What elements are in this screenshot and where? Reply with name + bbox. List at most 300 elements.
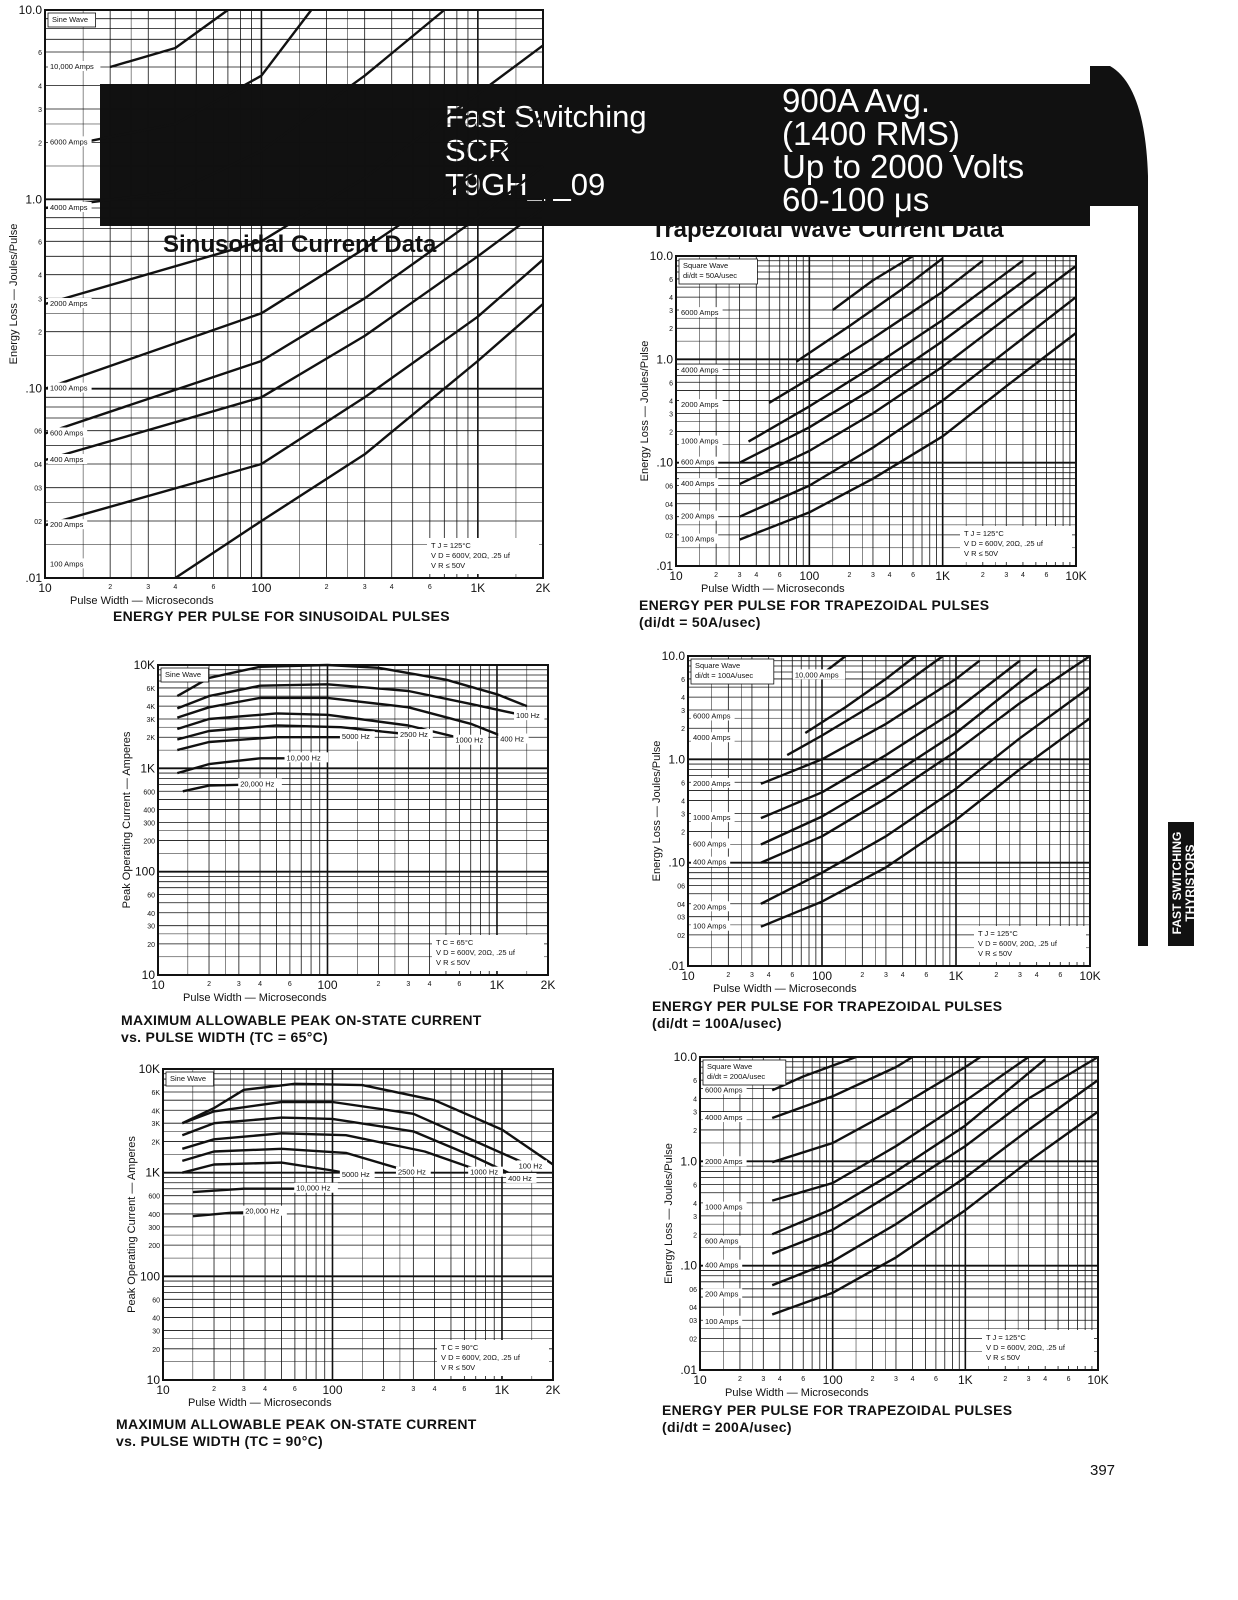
caption-line: ENERGY PER PULSE FOR TRAPEZOIDAL PULSES: [639, 597, 990, 613]
y-tick-label: 1.0: [680, 1154, 697, 1169]
x-tick-label: 6: [1066, 1376, 1071, 1383]
caption-line: (di/dt = 50A/usec): [639, 614, 761, 630]
y-tick-label: 20: [152, 1346, 160, 1354]
header-line: SCR: [445, 133, 511, 168]
caption-line: vs. PULSE WIDTH (TC = 90°C): [116, 1433, 324, 1449]
y-tick-label: 60: [152, 1297, 160, 1305]
y-axis-label: Peak Operating Current — Amperes: [126, 1136, 138, 1313]
y-axis-label: Energy Loss — Joules/Pulse: [639, 340, 651, 482]
y-tick-label: 04: [665, 501, 673, 509]
x-tick-label: 3: [241, 1386, 246, 1393]
y-tick-label: 3: [693, 1109, 697, 1117]
caption-line: (di/dt = 100A/usec): [652, 1015, 782, 1031]
x-tick-label: 3: [870, 572, 875, 579]
x-tick-label: 4: [777, 1376, 782, 1383]
x-tick-label: 3: [362, 584, 367, 591]
legend-label: Sine Wave: [165, 670, 201, 679]
y-tick-label: 3: [693, 1213, 697, 1221]
y-tick-label: .01: [668, 959, 685, 973]
condition-label: T C = 65°C: [436, 938, 474, 947]
y-tick-label: 6: [693, 1078, 697, 1086]
header-line: (1400 RMS): [782, 115, 960, 152]
y-tick-label: 30: [147, 923, 155, 931]
plot-grid: [163, 1069, 553, 1380]
condition-label: T C = 90°C: [441, 1343, 479, 1352]
x-tick-label: 2K: [545, 1383, 561, 1397]
y-tick-label: 10K: [133, 658, 155, 672]
x-tick-label: 2: [726, 972, 731, 979]
y-tick-label: 1K: [140, 761, 155, 776]
y-tick-label: 2: [669, 326, 673, 334]
y-tick-label: 6K: [151, 1089, 160, 1097]
y-tick-label: 4: [669, 295, 673, 303]
curve-label: 2000 Amps: [681, 400, 719, 410]
x-axis-label: Pulse Width — Microseconds: [70, 595, 214, 607]
curve-label: 100 Amps: [681, 534, 715, 544]
curve-label: 10,000 Hz: [286, 753, 321, 763]
header-line: Fast Switching: [445, 99, 647, 134]
caption-line: MAXIMUM ALLOWABLE PEAK ON-STATE CURRENT: [121, 1012, 482, 1028]
caption-line: (di/dt = 200A/usec): [662, 1419, 792, 1435]
x-tick-label: 10: [156, 1383, 170, 1397]
y-axis-label: Energy Loss — Joules/Pulse: [8, 223, 20, 365]
x-tick-label: 6: [801, 1376, 806, 1383]
curve-label: 10,000 Amps: [50, 61, 94, 71]
y-tick-label: 300: [143, 820, 155, 828]
series-line: [769, 261, 983, 403]
x-axis-label: Pulse Width — Microseconds: [713, 983, 857, 995]
legend-label: Square Wave: [695, 661, 741, 670]
x-tick-label: 6: [924, 972, 929, 979]
condition-label: V R ≤ 50V: [978, 949, 1013, 958]
y-tick-label: 2: [681, 829, 685, 837]
caption-trap-200: [662, 1402, 1012, 1436]
condition-label: T J = 125°C: [964, 529, 1004, 538]
x-tick-label: 10: [669, 569, 683, 583]
legend-label: Square Wave: [683, 261, 729, 270]
condition-label: V R ≤ 50V: [436, 958, 471, 967]
y-tick-label: 4K: [146, 704, 155, 712]
y-tick-label: 4: [693, 1096, 697, 1104]
y-axis-label: Energy Loss — Joules/Pulse: [663, 1143, 675, 1284]
caption-trap-50: [639, 597, 989, 631]
x-tick-label: 4: [427, 981, 432, 988]
curve-label: 4000 Amps: [693, 733, 731, 743]
caption-line: ENERGY PER PULSE FOR TRAPEZOIDAL PULSES: [662, 1402, 1013, 1418]
y-tick-label: 600: [143, 789, 155, 797]
y-tick-label: 6: [38, 239, 42, 247]
curve-label: 100 Hz: [518, 1161, 543, 1171]
y-tick-label: 02: [689, 1336, 697, 1344]
x-tick-label: 2: [381, 1386, 386, 1393]
y-tick-label: 6: [669, 276, 673, 284]
y-tick-label: 6K: [146, 685, 155, 693]
x-axis-label: Pulse Width — Microseconds: [188, 1397, 332, 1409]
condition-label: T J = 125°C: [431, 541, 471, 550]
header-ratings: [782, 84, 1024, 216]
x-tick-label: 10K: [1079, 969, 1101, 983]
y-tick-label: 06: [34, 428, 42, 436]
x-tick-label: 1K: [935, 569, 951, 583]
y-tick-label: 1.0: [668, 752, 685, 767]
y-tick-label: 03: [34, 485, 42, 493]
caption-line: ENERGY PER PULSE FOR TRAPEZOIDAL PULSES: [652, 998, 1003, 1014]
y-tick-label: 06: [689, 1286, 697, 1294]
y-tick-label: 3K: [146, 717, 155, 725]
y-tick-label: 6: [681, 676, 685, 684]
curve-label: 4000 Amps: [50, 202, 88, 212]
x-tick-label: 4: [173, 584, 178, 591]
plot-grid: [158, 665, 548, 975]
y-tick-label: .10: [680, 1258, 697, 1273]
y-tick-label: 300: [148, 1224, 160, 1232]
x-tick-label: 3: [749, 972, 754, 979]
curve-label: 200 Amps: [50, 520, 84, 530]
y-tick-label: 3: [669, 411, 673, 419]
condition-label: V D = 600V, 20Ω, .25 uf: [441, 1353, 520, 1362]
curve-label: 20,000 Hz: [245, 1206, 280, 1216]
x-tick-label: 4: [887, 572, 892, 579]
y-tick-label: 06: [665, 483, 673, 491]
condition-label: T J = 125°C: [986, 1333, 1026, 1342]
y-axis-label: Peak Operating Current — Amperes: [121, 731, 133, 909]
series-line: [182, 1149, 413, 1173]
page-number: 397: [1090, 1462, 1116, 1479]
legend-label: di/dt = 200A/usec: [707, 1072, 766, 1081]
curve-label: 1000 Hz: [470, 1167, 499, 1177]
curve-label: 600 Amps: [693, 839, 727, 849]
y-tick-label: 04: [34, 462, 42, 470]
y-tick-label: 02: [665, 532, 673, 540]
x-tick-label: 6: [777, 572, 782, 579]
x-tick-label: 10K: [1087, 1373, 1109, 1387]
x-tick-label: 3: [1017, 972, 1022, 979]
curve-label: 1000 Amps: [705, 1202, 743, 1212]
curve-label: 2500 Hz: [399, 730, 428, 740]
x-tick-label: 10: [151, 978, 165, 992]
x-tick-label: 4: [1043, 1376, 1048, 1383]
curve-label: 1000 Amps: [681, 436, 719, 446]
x-tick-label: 2: [1003, 1376, 1008, 1383]
condition-label: V D = 600V, 20Ω, .25 uf: [431, 551, 510, 560]
y-tick-label: 4: [681, 695, 685, 703]
caption-sin-energy: [113, 608, 450, 625]
curve-label: 6000 Amps: [693, 711, 731, 721]
header-line: T9GH_ _09: [445, 167, 606, 202]
y-tick-label: 600: [148, 1193, 160, 1201]
y-tick-label: .01: [656, 559, 673, 573]
curve-label: 600 Amps: [50, 428, 84, 438]
y-tick-label: 2: [669, 429, 673, 437]
curve-label: 2000 Amps: [693, 778, 731, 788]
y-tick-label: 2: [38, 329, 42, 337]
x-tick-label: 1K: [494, 1383, 510, 1397]
x-tick-label: 4: [900, 972, 905, 979]
x-tick-label: 2: [980, 572, 985, 579]
y-tick-label: .10: [656, 455, 673, 470]
curve-label: 100 Hz: [516, 711, 540, 721]
x-tick-label: 1K: [470, 581, 486, 595]
caption-line: ENERGY PER PULSE FOR SINUSOIDAL PULSES: [113, 608, 450, 624]
x-tick-label: 10K: [1065, 569, 1087, 583]
y-tick-label: 2: [693, 1127, 697, 1135]
y-tick-label: 2K: [146, 735, 155, 743]
y-tick-label: 1K: [145, 1165, 160, 1180]
chart-sin-current-65: [105, 660, 575, 1016]
header-banner: [100, 84, 1090, 226]
y-tick-label: 40: [152, 1315, 160, 1323]
curve-label: 400 Hz: [508, 1173, 532, 1183]
curve-label: 10,000 Amps: [794, 670, 839, 680]
y-tick-label: 6: [38, 50, 42, 58]
y-tick-label: 200: [148, 1243, 160, 1251]
chart-trap-200: [655, 1050, 1115, 1404]
y-tick-label: 06: [677, 883, 685, 891]
header-line: 900A Avg.: [782, 82, 931, 119]
curve-label: 4000 Amps: [681, 365, 719, 375]
x-tick-label: 2: [207, 981, 211, 988]
curve-label: 6000 Amps: [681, 308, 719, 318]
curve-label: 200 Amps: [681, 511, 715, 521]
condition-label: V D = 600V, 20Ω, .25 uf: [964, 539, 1043, 548]
curve-label: 1000 Hz: [455, 735, 484, 745]
curve-label: 4000 Amps: [705, 1113, 743, 1123]
y-tick-label: 6: [693, 1182, 697, 1190]
chart-trap-50: [630, 250, 1100, 596]
curve-label: 6000 Amps: [50, 137, 88, 147]
y-tick-label: 4K: [151, 1108, 160, 1116]
caption-sin-current-90: [116, 1416, 477, 1450]
x-tick-label: 3: [761, 1376, 766, 1383]
x-tick-label: 2: [714, 572, 719, 579]
caption-line: MAXIMUM ALLOWABLE PEAK ON-STATE CURRENT: [116, 1416, 477, 1432]
y-tick-label: 2K: [151, 1139, 160, 1147]
x-tick-label: 4: [754, 572, 759, 579]
x-tick-label: 3: [894, 1376, 898, 1383]
y-tick-label: 3: [681, 811, 685, 819]
x-tick-label: 6: [211, 584, 216, 591]
legend-label: Sine Wave: [170, 1074, 206, 1083]
curve-label: 600 Amps: [705, 1236, 739, 1246]
x-tick-label: 100: [799, 569, 820, 583]
x-tick-label: 6: [1044, 572, 1049, 579]
condition-label: V D = 600V, 20Ω, .25 uf: [986, 1343, 1065, 1352]
x-tick-label: 6: [287, 981, 292, 988]
x-tick-label: 2: [324, 584, 329, 591]
y-tick-label: 03: [689, 1318, 697, 1326]
y-tick-label: 400: [143, 807, 155, 815]
series-line: [175, 304, 543, 578]
curve-label: 600 Amps: [681, 457, 715, 467]
x-tick-label: 3: [1026, 1376, 1031, 1383]
condition-label: T J = 125°C: [978, 929, 1018, 938]
y-tick-label: 4: [38, 272, 42, 280]
y-tick-label: 10.0: [649, 249, 673, 263]
x-tick-label: 6: [933, 1376, 938, 1383]
x-tick-label: 6: [292, 1386, 297, 1393]
x-tick-label: 3: [146, 584, 151, 591]
x-tick-label: 4: [432, 1386, 437, 1393]
y-tick-label: 04: [689, 1305, 697, 1313]
curve-label: 200 Amps: [693, 902, 727, 912]
plot-frame: [700, 1057, 1098, 1370]
curve-label: 100 Amps: [693, 921, 727, 931]
y-tick-label: 10K: [138, 1062, 160, 1076]
x-tick-label: 4: [1020, 572, 1025, 579]
condition-label: V R ≤ 50V: [431, 561, 466, 570]
series-line: [177, 737, 357, 750]
condition-label: V R ≤ 50V: [986, 1353, 1021, 1362]
y-tick-label: 3: [38, 106, 42, 114]
curve-label: 2500 Hz: [397, 1167, 426, 1177]
x-tick-label: 2: [994, 972, 999, 979]
y-axis-label: Energy Loss — Joules/Pulse: [651, 740, 663, 882]
caption-sin-current-65: [121, 1012, 482, 1046]
curve-label: 400 Hz: [500, 734, 524, 744]
series-line: [772, 1057, 912, 1118]
x-tick-label: 3: [406, 981, 411, 988]
x-tick-label: 100: [317, 978, 338, 992]
section-title-sinusoidal: Sinusoidal Current Data: [163, 231, 437, 258]
curve-label: 5000 Hz: [341, 732, 370, 742]
section-title-trapezoidal: Trapezoidal Wave Current Data: [651, 216, 1004, 243]
y-tick-label: 10: [141, 968, 155, 982]
curve-label: 6000 Amps: [705, 1085, 743, 1095]
plot-frame: [688, 656, 1090, 966]
x-tick-label: 4: [910, 1376, 915, 1383]
y-tick-label: 10.0: [18, 3, 42, 17]
y-tick-label: 3: [681, 708, 685, 716]
y-tick-label: 02: [34, 519, 42, 527]
x-tick-label: 2K: [535, 581, 551, 595]
y-tick-label: .10: [25, 381, 42, 396]
x-tick-label: 10: [693, 1373, 707, 1387]
series-line: [740, 297, 1076, 517]
x-tick-label: 3: [883, 972, 888, 979]
x-tick-label: 4: [766, 972, 771, 979]
curve-label: 5000 Hz: [341, 1169, 370, 1179]
x-tick-label: 6: [457, 981, 462, 988]
x-tick-label: 3: [737, 572, 742, 579]
x-tick-label: 2: [870, 1376, 875, 1383]
x-tick-label: 6: [911, 572, 916, 579]
legend-label: di/dt = 50A/usec: [683, 271, 737, 280]
x-tick-label: 6: [462, 1386, 467, 1393]
x-tick-label: 1K: [948, 969, 964, 983]
y-tick-label: 4: [693, 1200, 697, 1208]
chart-trap-100: [640, 650, 1110, 998]
x-tick-label: 4: [389, 584, 394, 591]
series-line: [749, 261, 1023, 442]
y-tick-label: 2: [38, 140, 42, 148]
y-tick-label: 3: [669, 308, 673, 316]
x-tick-label: 2: [847, 572, 852, 579]
x-tick-label: 2: [376, 981, 381, 988]
side-tab-line: FAST SWITCHING: [1170, 831, 1184, 935]
y-tick-label: 4: [681, 798, 685, 806]
curve-label: 1000 Amps: [50, 383, 88, 393]
curve-label: 2000 Amps: [50, 299, 88, 309]
y-tick-label: 2: [693, 1232, 697, 1240]
x-tick-label: 3: [1004, 572, 1009, 579]
condition-label: V R ≤ 50V: [441, 1363, 476, 1372]
x-tick-label: 4: [263, 1386, 267, 1393]
y-tick-label: 200: [143, 838, 155, 846]
x-tick-label: 100: [811, 969, 833, 983]
legend-label: Sine Wave: [52, 15, 88, 24]
x-tick-label: 6: [427, 584, 432, 591]
curve-label: 400 Amps: [693, 857, 727, 867]
curve-label: 2000 Amps: [705, 1157, 743, 1167]
x-axis-label: Pulse Width — Microseconds: [701, 583, 845, 595]
x-tick-label: 1K: [489, 978, 505, 992]
y-tick-label: 03: [677, 914, 685, 922]
y-tick-label: .01: [680, 1363, 697, 1377]
x-tick-label: 4: [258, 981, 262, 988]
x-axis-label: Pulse Width — Microseconds: [725, 1387, 869, 1399]
x-tick-label: 4: [1034, 972, 1039, 979]
curve-label: 400 Amps: [705, 1260, 739, 1270]
side-tab: [1168, 822, 1197, 946]
curve-label: 100 Amps: [50, 559, 84, 569]
y-tick-label: 30: [152, 1328, 160, 1336]
condition-label: V D = 600V, 20Ω, .25 uf: [436, 948, 515, 957]
curve-label: 400 Amps: [681, 479, 715, 489]
y-tick-label: 1.0: [656, 352, 673, 367]
x-tick-label: 2K: [540, 978, 556, 992]
x-tick-label: 2: [737, 1376, 742, 1383]
y-tick-label: 4: [38, 83, 42, 91]
x-tick-label: 100: [322, 1383, 343, 1397]
x-tick-label: 2: [108, 584, 113, 591]
x-tick-label: 2: [212, 1386, 216, 1393]
y-tick-label: 3K: [151, 1121, 160, 1129]
y-tick-label: 6: [681, 780, 685, 788]
chart-sin-current-90: [110, 1063, 580, 1423]
y-tick-label: 03: [665, 514, 673, 522]
y-tick-label: .10: [668, 855, 685, 870]
x-tick-label: 6: [1058, 972, 1063, 979]
curve-label: 10,000 Hz: [296, 1183, 331, 1193]
series-line: [761, 687, 1090, 904]
series-line: [772, 1080, 1098, 1285]
y-tick-label: 10.0: [673, 1050, 697, 1064]
curve-label: 400 Amps: [50, 454, 84, 464]
caption-trap-100: [652, 998, 1002, 1032]
y-tick-label: 04: [677, 901, 685, 909]
y-tick-label: 100: [134, 864, 155, 879]
y-tick-label: 20: [147, 941, 155, 949]
x-tick-label: 3: [411, 1386, 416, 1393]
plot-grid: [688, 656, 1090, 966]
x-tick-label: 3: [236, 981, 241, 988]
y-tick-label: 1.0: [25, 192, 42, 207]
plot-grid: [700, 1057, 1098, 1370]
y-tick-label: 40: [147, 910, 155, 918]
x-tick-label: 1K: [957, 1373, 973, 1387]
y-tick-label: 6: [669, 380, 673, 388]
x-tick-label: 10: [38, 581, 52, 595]
x-tick-label: 10: [681, 969, 695, 983]
y-tick-label: 400: [148, 1211, 160, 1219]
curve-label: 200 Amps: [705, 1289, 739, 1299]
y-tick-label: 10.0: [661, 649, 685, 663]
curve-label: 1000 Amps: [693, 813, 731, 823]
y-tick-label: 2: [681, 726, 685, 734]
x-tick-label: 2: [860, 972, 865, 979]
legend-label: di/dt = 100A/usec: [695, 671, 754, 680]
x-tick-label: 100: [251, 581, 272, 595]
